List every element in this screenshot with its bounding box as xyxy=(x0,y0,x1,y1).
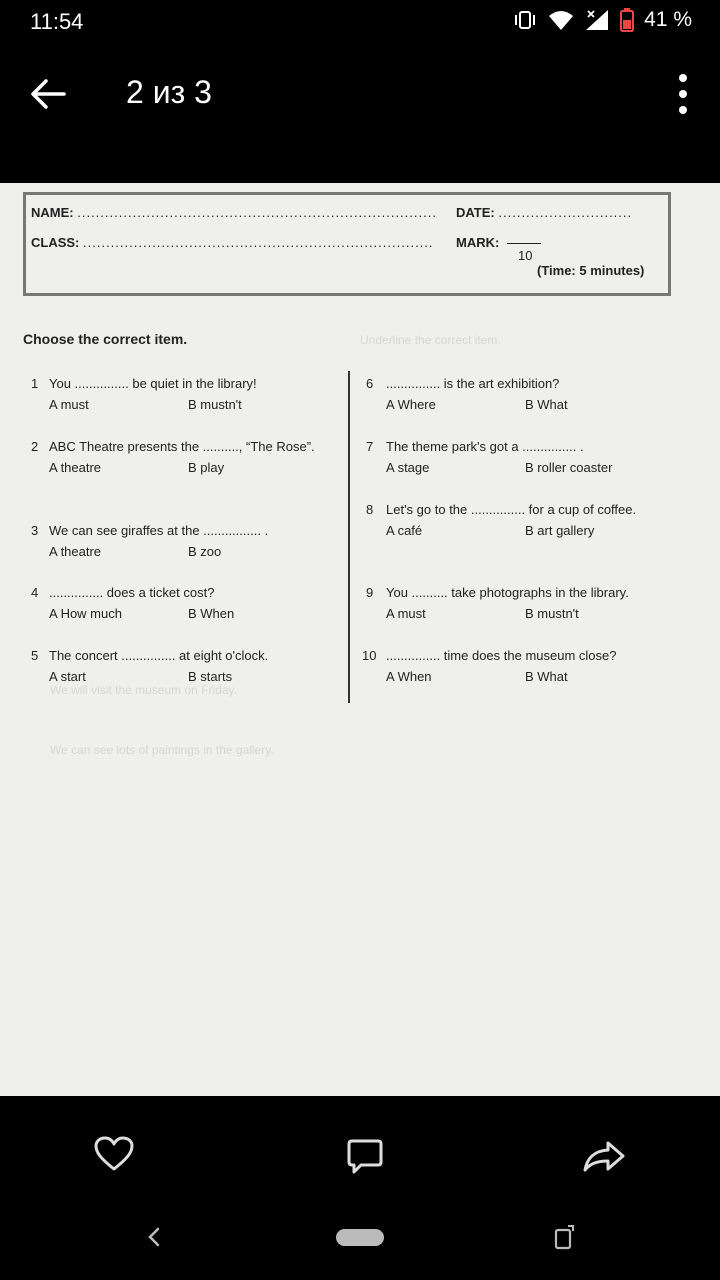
option-b[interactable]: B mustn't xyxy=(525,606,579,621)
mark-field: MARK: xyxy=(456,235,541,250)
question-6: 6 ............... is the art exhibition? A Where B What xyxy=(362,373,672,415)
wifi-icon xyxy=(548,9,574,31)
option-a[interactable]: A stage xyxy=(386,460,430,475)
bleed-through: We can see lots of paintings in the gallery. xyxy=(50,743,274,757)
question-2: 2 ABC Theatre presents the .........., “The Rose”. A theatre B play xyxy=(31,436,331,478)
option-b[interactable]: B What xyxy=(525,397,568,412)
heart-icon[interactable] xyxy=(94,1136,134,1172)
option-b[interactable]: B roller coaster xyxy=(525,460,613,475)
question-7: 7 The theme park's got a ............... . A stage B roller coaster xyxy=(362,436,672,478)
option-a[interactable]: A Where xyxy=(386,397,436,412)
rotate-icon[interactable] xyxy=(552,1224,576,1252)
arrow-left-icon[interactable] xyxy=(26,72,70,116)
signal-icon xyxy=(584,9,610,31)
date-field: DATE: ............................. xyxy=(456,205,633,220)
instruction: Choose the correct item. xyxy=(23,331,188,347)
question-5: 5 The concert ............... at eight o'clock. A start B starts xyxy=(31,645,331,687)
mark-denominator: 10 xyxy=(518,248,533,263)
battery-icon xyxy=(620,8,634,32)
option-b[interactable]: B play xyxy=(188,460,225,475)
home-pill[interactable] xyxy=(336,1229,384,1246)
bottom-action-bar xyxy=(0,1096,720,1280)
option-b[interactable]: B starts xyxy=(188,669,233,684)
student-info-box xyxy=(23,192,671,296)
option-a[interactable]: A start xyxy=(49,669,86,684)
question-3: 3 We can see giraffes at the ................ . A theatre B zoo xyxy=(31,520,331,562)
option-b[interactable]: B What xyxy=(525,669,568,684)
nav-back-icon[interactable] xyxy=(146,1226,162,1248)
name-field: NAME: .............................................................................. xyxy=(31,205,437,220)
option-b[interactable]: B mustn't xyxy=(188,397,242,412)
question-1: 1 You ............... be quiet in the library! A must B mustn't xyxy=(31,373,331,415)
document-page xyxy=(0,183,720,1096)
option-b[interactable]: B When xyxy=(188,606,235,621)
option-a[interactable]: A theatre xyxy=(49,544,102,559)
app-bar xyxy=(0,44,720,144)
vibrate-icon xyxy=(512,10,538,30)
bleed-through: We will visit the museum on Friday. xyxy=(50,683,237,697)
comment-icon[interactable] xyxy=(347,1138,383,1176)
option-a[interactable]: A café xyxy=(386,523,423,538)
column-divider xyxy=(348,371,350,703)
status-icons xyxy=(512,8,692,32)
option-a[interactable]: A must xyxy=(49,397,89,412)
question-8: 8 Let's go to the ............... for a cup of coffee. A café B art gallery xyxy=(362,499,672,541)
question-9: 9 You .......... take photographs in the library. A must B mustn't xyxy=(362,582,672,624)
question-10: 10 ............... time does the museum close? A When B What xyxy=(362,645,672,687)
option-a[interactable]: A How much xyxy=(49,606,122,621)
class-field: CLASS: ............................................................................ xyxy=(31,235,434,250)
option-a[interactable]: A When xyxy=(386,669,432,684)
status-bar xyxy=(0,0,720,44)
option-b[interactable]: B art gallery xyxy=(525,523,595,538)
page-title: 2 из 3 xyxy=(126,74,212,110)
share-icon[interactable] xyxy=(582,1140,626,1172)
bleed-through: Underline the correct item. xyxy=(360,333,501,347)
status-time: 11:54 xyxy=(30,9,84,34)
option-b[interactable]: B zoo xyxy=(188,544,222,559)
time-note: (Time: 5 minutes) xyxy=(537,263,645,278)
question-4: 4 ............... does a ticket cost? A How much B When xyxy=(31,582,331,624)
battery-level: 41 % xyxy=(644,8,692,31)
option-a[interactable]: A must xyxy=(386,606,426,621)
more-vertical-icon[interactable] xyxy=(668,70,698,118)
option-a[interactable]: A theatre xyxy=(49,460,102,475)
